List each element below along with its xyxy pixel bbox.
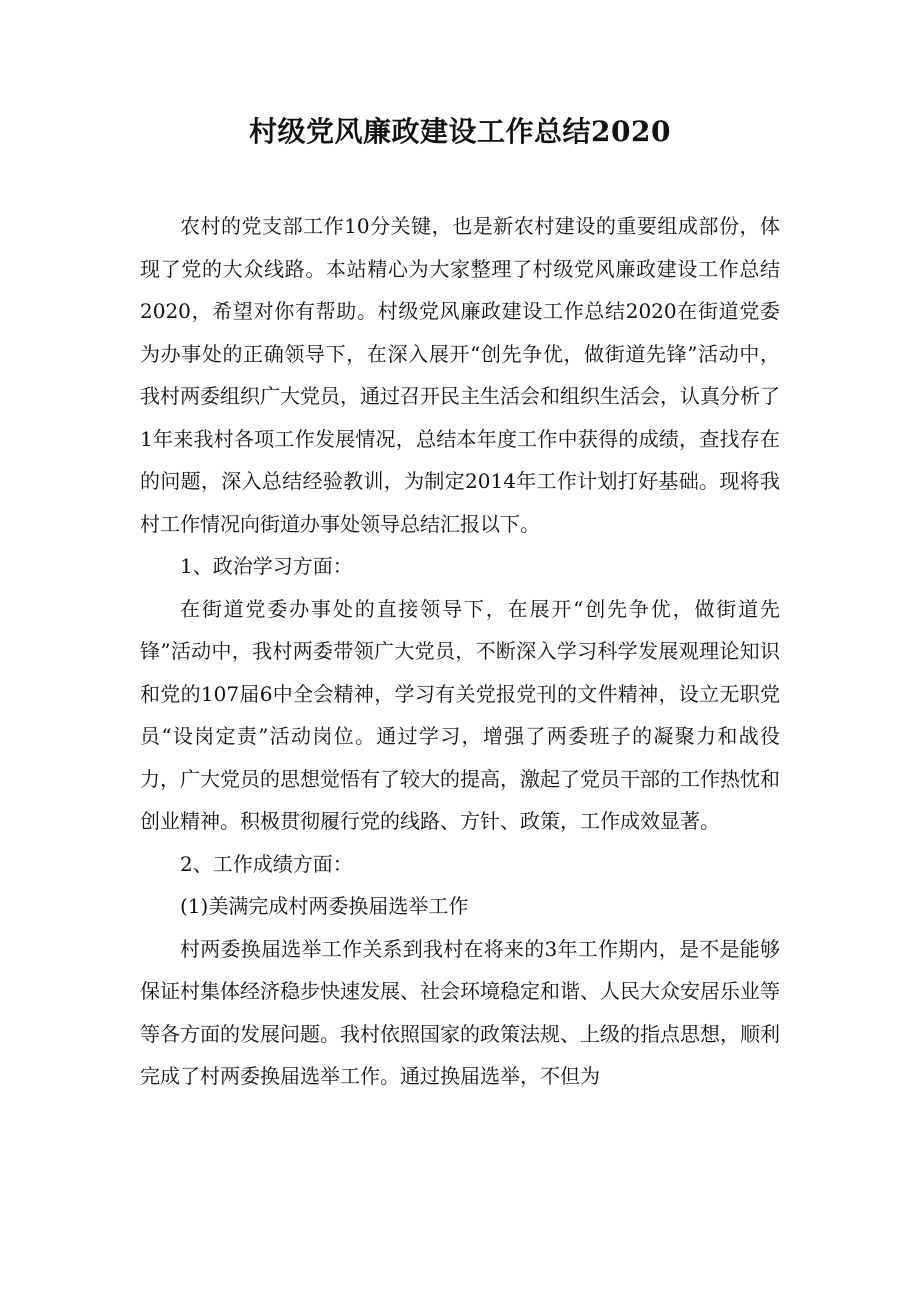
document-title: 村级党风廉政建设工作总结2020 (249, 115, 671, 148)
paragraph-political-study: 在街道党委办事处的直接领导下，在展开“创先争优，做街道先锋”活动中，我村两委带领广大党员，不断深入学习科学发展观理论知识和党的107届6中全会精神，学习有关党报党刊的文件精神，设立无职党员“设岗定责”活动岗位。通过学习，增强了两委班子的凝聚力和战役力，广大党员的思想觉悟有了较大的提高，激起了党员干部的工作热忱和创业精神。积极贯彻履行党的线路、方针、政策，工作成效显著。 (140, 596, 780, 833)
paragraph-election: 村两委换届选举工作关系到我村在将来的3年工作期内，是不是能够保证村集体经济稳步快速发展、社会环境稳定和谐、人民大众安居乐业等等各方面的发展问题。我村依照国家的政策法规、上级的指点思想，顺利完成了村两委换届选举工作。通过换届选举，不但为 (140, 936, 780, 1088)
subsection-heading-election: (1)美满完成村两委换届选举工作 (180, 894, 469, 918)
paragraph-intro: 农村的党支部工作10分关键，也是新农村建设的重要组成部份，体现了党的大众线路。本站精心为大家整理了村级党风廉政建设工作总结2020，希望对你有帮助。村级党风廉政建设工作总结2020在街道党委为办事处的正确领导下，在深入展开“创先争优，做街道先锋”活动中，我村两委组织广大党员，通过召开民主生活会和组织生活会，认真分析了1年来我村各项工作发展情况，总结本年度工作中获得的成绩，查找存在的问题，深入总结经验教训，为制定2014年工作计划打好基础。现将我村工作情况向街道办事处领导总结汇报以下。 (140, 214, 780, 536)
section-heading-political-study: 1、政治学习方面： (180, 554, 353, 578)
section-heading-work-results: 2、工作成绩方面： (180, 851, 353, 876)
document-body (140, 205, 780, 1098)
